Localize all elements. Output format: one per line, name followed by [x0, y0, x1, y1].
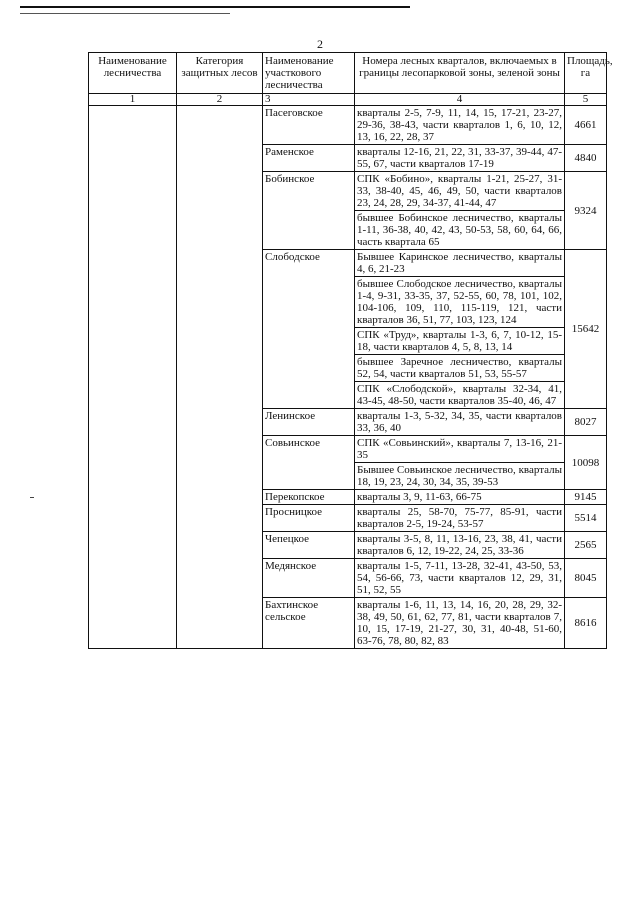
area-cell: 10098	[565, 436, 607, 490]
area-cell: 2565	[565, 532, 607, 559]
column-number: 4	[355, 94, 565, 106]
margin-mark	[30, 497, 34, 498]
area-cell: 4840	[565, 145, 607, 172]
quarters-cell: бывшее Бобинское лесничество, кварталы 1-11, 36-38, 40, 42, 43, 50-53, 58, 60, 64, 66, часть квартала 65	[355, 211, 565, 250]
table-row	[89, 106, 607, 145]
column-number: 1	[89, 94, 177, 106]
area-cell: 8045	[565, 559, 607, 598]
district-name: Слободское	[263, 250, 355, 409]
forestry-cell	[89, 106, 177, 649]
district-name: Перекопское	[263, 490, 355, 505]
quarters-cell: СПК «Труд», кварталы 1-3, 6, 7, 10-12, 15-18, части кварталов 4, 5, 8, 13, 14	[355, 328, 565, 355]
quarters-cell: кварталы 12-16, 21, 22, 31, 33-37, 39-44, 47-55, 67, части кварталов 17-19	[355, 145, 565, 172]
area-cell: 15642	[565, 250, 607, 409]
quarters-cell: кварталы 3-5, 8, 11, 13-16, 23, 38, 41, части кварталов 6, 12, 19-22, 24, 25, 33-36	[355, 532, 565, 559]
header-district: Наименование участкового лесничества	[263, 53, 355, 94]
quarters-cell: кварталы 1-3, 5-32, 34, 35, части кварталов 33, 36, 40	[355, 409, 565, 436]
district-name: Бобинское	[263, 172, 355, 250]
quarters-cell: бывшее Слободское лесничество, кварталы 1-4, 9-31, 33-35, 37, 52-55, 60, 78, 101, 102, 104-106, 109, 110, 115-119, 121, части кварталов 36, 51, 77, 103, 123, 124	[355, 277, 565, 328]
district-name: Совьинское	[263, 436, 355, 490]
area-cell: 9145	[565, 490, 607, 505]
header-category: Категория защитных лесов	[177, 53, 263, 94]
header-forestry: Наименование лесничества	[89, 53, 177, 94]
quarters-cell: СПК «Бобино», кварталы 1-21, 25-27, 31-33, 38-40, 45, 46, 49, 50, части кварталов 23, 24, 28, 29, 34-37, 41-44, 47	[355, 172, 565, 211]
table-body	[89, 106, 607, 649]
column-number: 2	[177, 94, 263, 106]
top-rule	[20, 6, 410, 8]
district-name: Медянское	[263, 559, 355, 598]
quarters-cell: кварталы 1-6, 11, 13, 14, 16, 20, 28, 29, 32-38, 49, 50, 61, 62, 77, 81, части кварталов 7, 10, 15, 17-19, 21-27, 30, 31, 40-48, 51-60, 63-76, 78, 80, 82, 83	[355, 598, 565, 649]
column-number: 5	[565, 94, 607, 106]
area-cell: 8616	[565, 598, 607, 649]
quarters-cell: кварталы 2-5, 7-9, 11, 14, 15, 17-21, 23-27, 29-36, 38-43, части кварталов 1, 6, 10, 12, 13, 16, 22, 28, 37	[355, 106, 565, 145]
header-quarters: Номера лесных кварталов, включаемых в границы лесопарковой зоны, зеленой зоны	[355, 53, 565, 94]
district-name: Чепецкое	[263, 532, 355, 559]
quarters-cell: кварталы 25, 58-70, 75-77, 85-91, части кварталов 2-5, 19-24, 53-57	[355, 505, 565, 532]
area-cell: 8027	[565, 409, 607, 436]
quarters-cell: СПК «Слободской», кварталы 32-34, 41, 43-45, 48-50, части кварталов 35-40, 46, 47	[355, 382, 565, 409]
header-area: Площадь, га	[565, 53, 607, 94]
quarters-cell: СПК «Совьинский», кварталы 7, 13-16, 21-35	[355, 436, 565, 463]
page-number: 2	[317, 37, 323, 51]
quarters-cell: кварталы 3, 9, 11-63, 66-75	[355, 490, 565, 505]
top-rule-thin	[20, 13, 230, 14]
district-name: Пасеговское	[263, 106, 355, 145]
quarters-cell: кварталы 1-5, 7-11, 13-28, 32-41, 43-50, 53, 54, 56-66, 73, части кварталов 12, 29, 31, 51, 52, 55	[355, 559, 565, 598]
area-cell: 5514	[565, 505, 607, 532]
district-name: Раменское	[263, 145, 355, 172]
area-cell: 9324	[565, 172, 607, 250]
district-name: Бахтинское сельское	[263, 598, 355, 649]
quarters-cell: Бывшее Совьинское лесничество, кварталы 18, 19, 23, 24, 30, 34, 35, 39-53	[355, 463, 565, 490]
column-number: 3	[263, 94, 355, 106]
quarters-cell: Бывшее Каринское лесничество, кварталы 4, 6, 21-23	[355, 250, 565, 277]
district-name: Просницкое	[263, 505, 355, 532]
quarters-cell: бывшее Заречное лесничество, кварталы 52, 54, части кварталов 51, 53, 55-57	[355, 355, 565, 382]
forest-table	[88, 52, 613, 649]
category-cell	[177, 106, 263, 649]
area-cell: 4661	[565, 106, 607, 145]
header-row	[89, 53, 607, 94]
district-name: Ленинское	[263, 409, 355, 436]
column-number-row	[89, 94, 607, 106]
